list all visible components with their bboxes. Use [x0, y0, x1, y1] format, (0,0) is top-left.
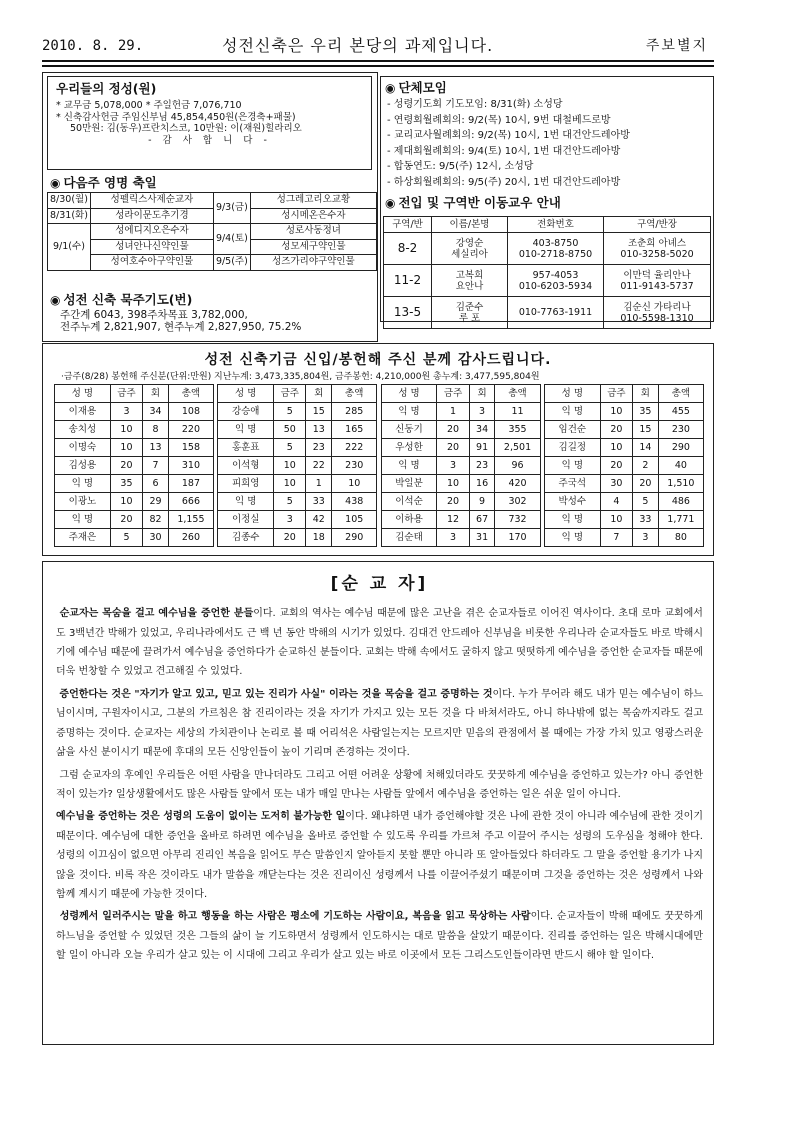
table-cell: 285: [332, 403, 377, 421]
table-cell: 310: [168, 457, 213, 475]
building-fund-box: [42, 343, 714, 556]
table-cell: 피희영: [218, 475, 274, 493]
table-cell: 7: [600, 529, 632, 547]
table-cell: 222: [332, 439, 377, 457]
table-cell: 3: [274, 511, 306, 529]
table-cell: 15: [632, 421, 658, 439]
fund-table: [54, 384, 704, 547]
table-cell: 이정실: [218, 511, 274, 529]
list-item: - 성령기도회 기도모임: 8/31(화) 소성당: [387, 99, 563, 110]
list-item: - 연령회월례회의: 9/2(목) 10시, 9번 대철베드로방: [387, 114, 611, 126]
table-cell: 2: [632, 457, 658, 475]
column-header: 총액: [658, 385, 703, 403]
list-item: - 하상회월례회의: 9/5(주) 20시, 1번 대건안드레아방: [387, 176, 621, 188]
table-cell: 20: [600, 457, 632, 475]
table-cell: 7: [143, 457, 169, 475]
table-cell: 30: [143, 529, 169, 547]
table-row: 8/31(화) 성라이문도추기경 성시메온은수자: [48, 208, 377, 224]
table-cell: 260: [168, 529, 213, 547]
table-cell: 16: [469, 475, 495, 493]
table-cell: 10: [274, 457, 306, 475]
offering-box: [47, 76, 372, 170]
table-cell: 익 명: [544, 529, 600, 547]
table-cell: 170: [495, 529, 540, 547]
prayer-title: ◉ 성전 신축 묵주기도(번): [50, 292, 193, 307]
table-row: 8/30(월) 성펠릭스사제순교자 9/3(금) 성그레고리오교황: [48, 193, 377, 209]
table-cell: 김종수: [218, 529, 274, 547]
table-cell: 302: [495, 493, 540, 511]
list-item: - 교리교사월례회의: 9/2(목) 10시, 1번 대건안드레아방: [387, 130, 630, 142]
table-cell: 주국석: [544, 475, 600, 493]
table-cell: 신동기: [381, 421, 437, 439]
table-row: [55, 475, 704, 493]
prayer-stats: 주간계 6043, 398주차목표 3,782,000, 전주누계 2,821,907, 현주누계 2,827,950, 75.2%: [60, 309, 302, 334]
table-cell: 우성한: [381, 439, 437, 457]
table-cell: 1,771: [658, 511, 703, 529]
offering-thanks: - 감 사 합 니 다 -: [148, 135, 271, 147]
table-cell: 임건순: [544, 421, 600, 439]
table-cell: 35: [632, 403, 658, 421]
table-row: 성녀안나신약인물 성모세구약인물: [48, 239, 377, 255]
transfer-title: ◉ 전입 및 구역반 이동교우 안내: [385, 195, 561, 210]
table-cell: 강승애: [218, 403, 274, 421]
table-cell: 42: [306, 511, 332, 529]
table-cell: 22: [306, 457, 332, 475]
table-cell: 10: [110, 421, 142, 439]
groups-list: [387, 97, 630, 191]
table-cell: 3: [632, 529, 658, 547]
table-cell: 355: [495, 421, 540, 439]
table-cell: 80: [658, 529, 703, 547]
issue-date: 2010. 8. 29.: [42, 38, 144, 54]
table-row: 8-2 강영순 세실리아 403-8750 010-2718-8750 조춘희 아녜스 010-3258-5020: [384, 233, 711, 265]
table-cell: 290: [332, 529, 377, 547]
table-row: [55, 529, 704, 547]
table-cell: 2,501: [495, 439, 540, 457]
table-cell: 20: [110, 457, 142, 475]
table-cell: 67: [469, 511, 495, 529]
table-cell: 40: [658, 457, 703, 475]
column-header: 회: [143, 385, 169, 403]
table-row: 성여호수아구약인물 9/5(주) 성즈가리야구약인물: [48, 255, 377, 271]
table-row: 13-5 김준수 루 포 010-7763-1911 김순신 가타리나 010-5598-1310: [384, 297, 711, 329]
table-cell: 220: [168, 421, 213, 439]
table-cell: 5: [274, 403, 306, 421]
table-cell: 10: [437, 475, 469, 493]
table-cell: 4: [600, 493, 632, 511]
table-cell: 김순태: [381, 529, 437, 547]
bullet-icon: ◉: [385, 196, 396, 210]
column-header: 성 명: [544, 385, 600, 403]
table-cell: 익 명: [218, 421, 274, 439]
table-cell: 5: [110, 529, 142, 547]
table-row: 9/1(수) 성에디지오은수자 9/4(토) 성로사동정녀: [48, 224, 377, 240]
essay-paragraph: 예수님을 증언하는 것은 성령의 도움이 없이는 도저히 불가능한 일이다. 왜냐하면 내가 증언해야할 것은 나에 관한 것이 아니라 예수님에 관한 것이기 때문이다. 예수님에 대한 증언을 올바로 하려면 예수님을 올바로 증언할 수 있도록 우리를 가르쳐 주고 이끌어 주시는 성령의 도우심을 청해야 한다. 성령의 이끄심이 없으면 아무리 진리인 복음을 읽어도 무슨 말씀인지 알아듣지 못할 뿐만 아니라 또 알아들었다 하더라도 그 말을 증언할 용기가 나지 않을 것이다. 비록 작은 것이라도 내가 말씀을 깨닫는다는 것은 진리이신 성령께서 나를 이끌어주셨기 때문이며 그것을 증언하는 것은 성령께서 나와 함께 계시기 때문에 가능한 것이다.: [56, 811, 703, 900]
table-cell: 익 명: [381, 457, 437, 475]
table-cell: 홍훈표: [218, 439, 274, 457]
table-cell: 33: [306, 493, 332, 511]
offering-line: * 신축감사헌금 주임신부님 45,854,450원(은경축+패물): [56, 111, 296, 123]
table-cell: 이하용: [381, 511, 437, 529]
table-cell: 455: [658, 403, 703, 421]
table-cell: 익 명: [544, 511, 600, 529]
table-cell: 박성수: [544, 493, 600, 511]
table-row: [55, 493, 704, 511]
column-header: 회: [469, 385, 495, 403]
table-cell: 이석형: [218, 457, 274, 475]
table-cell: 10: [600, 511, 632, 529]
header-rule: [42, 60, 714, 62]
column-header: 성 명: [218, 385, 274, 403]
column-header: 회: [632, 385, 658, 403]
list-item: - 제대회월례회의: 9/4(토) 10시, 1번 대건안드레아방: [387, 145, 621, 157]
bullet-icon: ◉: [385, 81, 396, 95]
table-cell: 송치성: [55, 421, 111, 439]
table-cell: 33: [632, 511, 658, 529]
table-cell: 3: [437, 457, 469, 475]
table-cell: 230: [658, 421, 703, 439]
table-cell: 20: [437, 439, 469, 457]
table-cell: 익 명: [218, 493, 274, 511]
table-cell: 10: [110, 493, 142, 511]
column-header: 금주: [600, 385, 632, 403]
column-header: 금주: [437, 385, 469, 403]
table-cell: 8: [143, 421, 169, 439]
table-cell: 익 명: [381, 403, 437, 421]
column-header: 성 명: [55, 385, 111, 403]
table-cell: 6: [143, 475, 169, 493]
table-cell: 익 명: [55, 475, 111, 493]
table-cell: 10: [274, 475, 306, 493]
feast-title: ◉ 다음주 영명 축일: [50, 175, 157, 190]
table-cell: 20: [437, 493, 469, 511]
table-cell: 3: [437, 529, 469, 547]
table-cell: 김길정: [544, 439, 600, 457]
table-cell: 5: [274, 439, 306, 457]
offering-line: * 교무금 5,078,000 * 주일헌금 7,076,710: [56, 99, 242, 111]
table-row: [55, 457, 704, 475]
table-cell: 익 명: [544, 457, 600, 475]
column-header: 금주: [110, 385, 142, 403]
table-cell: 20: [600, 421, 632, 439]
column-header: 총액: [168, 385, 213, 403]
table-row: [55, 511, 704, 529]
table-cell: 10: [600, 439, 632, 457]
groups-title: ◉ 단체모임: [385, 80, 447, 95]
table-row: [55, 403, 704, 421]
table-cell: 14: [632, 439, 658, 457]
table-row: [55, 439, 704, 457]
table-cell: 1: [437, 403, 469, 421]
feast-table: [47, 192, 377, 271]
table-cell: 김성용: [55, 457, 111, 475]
table-cell: 이광노: [55, 493, 111, 511]
table-cell: 13: [306, 421, 332, 439]
martyr-essay: [42, 561, 714, 1045]
page-header: [42, 36, 714, 58]
table-cell: 158: [168, 439, 213, 457]
table-row: 11-2 고복희 요안나 957-4053 010-6203-5934 이만덕 율리안나 011-9143-5737: [384, 265, 711, 297]
table-cell: 3: [110, 403, 142, 421]
table-cell: 이재용: [55, 403, 111, 421]
table-cell: 10: [332, 475, 377, 493]
table-cell: 13: [143, 439, 169, 457]
table-cell: 1,510: [658, 475, 703, 493]
column-header: 금주: [274, 385, 306, 403]
table-cell: 주재은: [55, 529, 111, 547]
table-cell: 105: [332, 511, 377, 529]
table-cell: 10: [600, 403, 632, 421]
essay-paragraph: 순교자는 목숨을 걸고 예수님을 증언한 분들이다. 교회의 역사는 예수님 때문에 많은 고난을 겪은 순교자들로 이어진 역사이다. 초대 로마 교회에서도 3백년간 박해가 있었고, 우리나라에서도 근 백 년 동안 박해의 시기가 있었다. 김대건 안드레아 신부님을 비롯한 우리나라 순교자들도 바로 박해시기에 예수님 때문에 끌려가서 예수님을 증언하다가 순교하신 분들이다. 교회는 박해 속에서도 굴하지 않고 떳떳하게 예수님을 증언한 순교자들 때문에 더욱 번창할 수 있었고 견고해질 수 있었다.: [56, 608, 703, 678]
table-cell: 익 명: [55, 511, 111, 529]
table-cell: 34: [143, 403, 169, 421]
table-cell: 익 명: [544, 403, 600, 421]
table-cell: 1,155: [168, 511, 213, 529]
table-cell: 91: [469, 439, 495, 457]
table-cell: 96: [495, 457, 540, 475]
table-header: 구역/반 이름/본명 전화번호 구역/반장: [384, 217, 711, 233]
table-cell: 20: [632, 475, 658, 493]
table-cell: 이석순: [381, 493, 437, 511]
essay-title: [순 교 자]: [330, 574, 429, 594]
table-cell: 187: [168, 475, 213, 493]
fund-title: 성전 신축기금 신입/봉헌해 주신 분께 감사드립니다.: [204, 352, 552, 368]
table-cell: 이명숙: [55, 439, 111, 457]
table-cell: 1: [306, 475, 332, 493]
offering-title: 우리들의 정성(원): [56, 81, 157, 96]
page-title: 성전신축은 우리 본당의 과제입니다.: [222, 36, 494, 55]
table-cell: 5: [632, 493, 658, 511]
table-cell: 12: [437, 511, 469, 529]
table-cell: 666: [168, 493, 213, 511]
table-cell: 420: [495, 475, 540, 493]
table-cell: 11: [495, 403, 540, 421]
column-header: 성 명: [381, 385, 437, 403]
table-cell: 18: [306, 529, 332, 547]
table-cell: 438: [332, 493, 377, 511]
table-cell: 3: [469, 403, 495, 421]
list-item: - 합동연도: 9/5(주) 12시, 소성당: [387, 161, 534, 173]
table-cell: 35: [110, 475, 142, 493]
table-cell: 23: [469, 457, 495, 475]
table-cell: 29: [143, 493, 169, 511]
bulletin-label: 주보별지: [645, 38, 708, 54]
table-cell: 31: [469, 529, 495, 547]
table-cell: 165: [332, 421, 377, 439]
table-header: [55, 385, 704, 403]
header-rule-2: [42, 65, 714, 67]
table-cell: 82: [143, 511, 169, 529]
table-cell: 108: [168, 403, 213, 421]
bullet-icon: ◉: [50, 176, 61, 190]
offering-donors: 50만원: 김(동우)프란치스코, 10만원: 이(재원)힐라리오: [70, 123, 302, 135]
table-cell: 20: [110, 511, 142, 529]
table-cell: 732: [495, 511, 540, 529]
table-cell: 230: [332, 457, 377, 475]
table-cell: 9: [469, 493, 495, 511]
column-header: 총액: [332, 385, 377, 403]
table-cell: 15: [306, 403, 332, 421]
table-row: [55, 421, 704, 439]
table-cell: 23: [306, 439, 332, 457]
table-cell: 5: [274, 493, 306, 511]
table-cell: 박일분: [381, 475, 437, 493]
essay-paragraph: 증언한다는 것은 "자기가 알고 있고, 믿고 있는 진리가 사실" 이라는 것을 목숨을 걸고 증명하는 것이다. 누가 무어라 해도 내가 믿는 예수님이 하느님이시며, 구원자이시고, 그분의 가르침은 참 진리이라는 것을 자기가 가지고 있는 모든 것을 다 바쳐서라도, 아니 하나밖에 없는 목숨까지라도 걸고 증명하는 것이다. 순교자는 세상의 가치관이나 논리로 볼 때 어리석은 사람일는지는 모르지만 믿음의 관점에서 볼 때에는 가장 가치 있고 영광스러운 삶을 사신 분이시기 때문에 후대의 모든 신앙인들이 높이 기리며 존경하는 것이다.: [56, 688, 703, 759]
table-cell: 30: [600, 475, 632, 493]
bullet-icon: ◉: [50, 293, 61, 307]
table-cell: 50: [274, 421, 306, 439]
table-cell: 10: [110, 439, 142, 457]
fund-summary: ·금주(8/28) 봉헌해 주신분(단위:만원) 지난누계: 3,473,335,804원, 금주봉헌: 4,210,000원 총누계: 3,477,595,804원: [61, 372, 540, 382]
table-cell: 20: [437, 421, 469, 439]
table-cell: 486: [658, 493, 703, 511]
table-cell: 20: [274, 529, 306, 547]
column-header: 총액: [495, 385, 540, 403]
column-header: 회: [306, 385, 332, 403]
essay-paragraph: 그럼 순교자의 후예인 우리들은 어떤 사람을 만나더라도 그리고 어떤 어려운 상황에 처해있더라도 꿋꿋하게 예수님을 증언하고 있는가? 아니 증언한 적이 있는가? 일상생활에서도 많은 사람들 앞에서 또는 내가 매일 만나는 사람들 앞에서 예수님을 증언하는 일은 쉬운 일이 아니다.: [56, 769, 703, 800]
transfer-table: [383, 216, 711, 329]
table-cell: 290: [658, 439, 703, 457]
table-cell: 34: [469, 421, 495, 439]
essay-paragraph: 성령께서 일러주시는 말을 하고 행동을 하는 사람은 평소에 기도하는 사람이요, 복음을 읽고 묵상하는 사람이다. 순교자들이 박해 때에도 꿋꿋하게 하느님을 증언할 수 있었던 것은 그들의 삶이 늘 기도하면서 성령께서 인도하시는 대로 말씀을 살았기 때문이다. 진리를 증언하는 일은 박해시대에만 할 일이 아니라 오늘 우리가 살고 있는 이 시대에 그리고 우리가 살고 있는 바로 이곳에서 모든 그리스도인들이라면 반드시 해야 할 일이다.: [56, 911, 703, 962]
